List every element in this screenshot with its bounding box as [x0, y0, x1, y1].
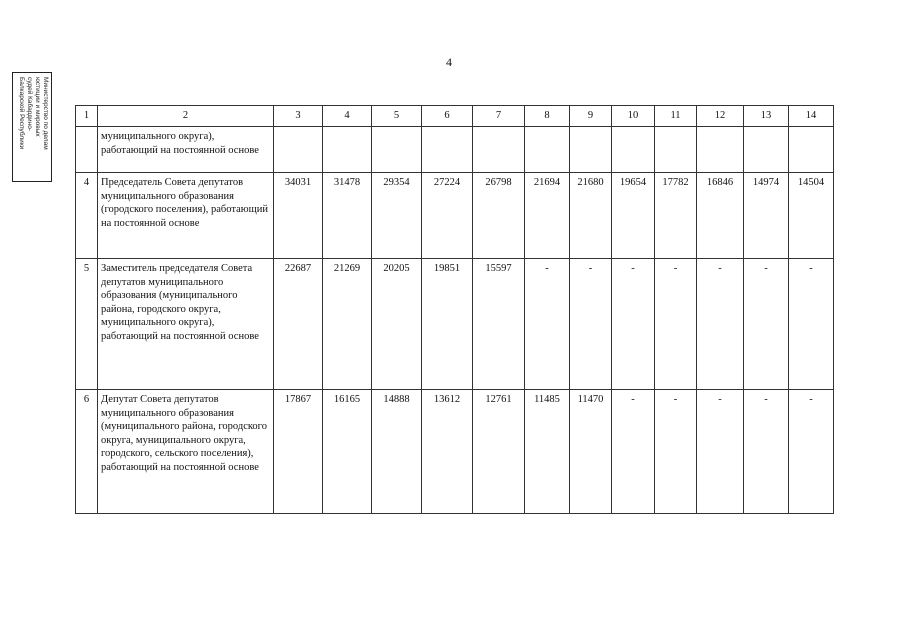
salary-value: 20205 — [372, 259, 422, 390]
column-header: 12 — [697, 106, 744, 127]
salary-value: 12761 — [473, 390, 525, 514]
row-number: 5 — [76, 259, 98, 390]
salary-value: - — [612, 259, 655, 390]
salary-value: - — [697, 259, 744, 390]
salary-value: 11470 — [570, 390, 612, 514]
column-header: 4 — [323, 106, 372, 127]
stamp-text — [17, 77, 49, 177]
stamp-line: Министерство по делам — [42, 77, 49, 150]
row-number — [76, 127, 98, 173]
salary-value: 14888 — [372, 390, 422, 514]
salary-value: 21694 — [525, 173, 570, 259]
position-description: Председатель Совета депутатов муниципального образования (городского поселения), работающий на постоянной основе — [98, 173, 274, 259]
stamp-line: Балкарской Республики — [18, 77, 25, 150]
stamp-line: юстиции и мировых — [34, 77, 41, 137]
column-header: 3 — [274, 106, 323, 127]
salary-value — [570, 127, 612, 173]
salary-value: 27224 — [422, 173, 473, 259]
salary-value: 17782 — [655, 173, 697, 259]
page-number: 4 — [446, 55, 452, 69]
column-header: 8 — [525, 106, 570, 127]
column-header: 6 — [422, 106, 473, 127]
column-header: 5 — [372, 106, 422, 127]
column-header: 14 — [789, 106, 834, 127]
salary-value: - — [570, 259, 612, 390]
table-header-row — [76, 106, 834, 127]
salary-value: 19851 — [422, 259, 473, 390]
salary-value: - — [789, 259, 834, 390]
row-number: 6 — [76, 390, 98, 514]
salary-value — [789, 127, 834, 173]
salary-value: 17867 — [274, 390, 323, 514]
position-description: муниципального округа), работающий на постоянной основе — [98, 127, 274, 173]
salary-value: 34031 — [274, 173, 323, 259]
salary-value — [422, 127, 473, 173]
salary-value — [525, 127, 570, 173]
column-header: 9 — [570, 106, 612, 127]
salary-value — [372, 127, 422, 173]
column-header: 2 — [98, 106, 274, 127]
salary-table — [75, 105, 834, 514]
salary-value: - — [744, 259, 789, 390]
salary-value — [323, 127, 372, 173]
salary-value: 26798 — [473, 173, 525, 259]
stamp-line: судей Кабардино- — [26, 77, 33, 131]
salary-value — [612, 127, 655, 173]
salary-value: - — [525, 259, 570, 390]
column-header: 10 — [612, 106, 655, 127]
table-row — [76, 390, 834, 514]
salary-value: 16846 — [697, 173, 744, 259]
salary-value — [744, 127, 789, 173]
position-description: Депутат Совета депутатов муниципального образования (муниципального района, городского округа, муниципального округа, городского, сельского поселения), работающий на постоянной основе — [98, 390, 274, 514]
salary-value: 14504 — [789, 173, 834, 259]
table-row — [76, 127, 834, 173]
salary-value: 21680 — [570, 173, 612, 259]
column-header: 13 — [744, 106, 789, 127]
salary-value: - — [744, 390, 789, 514]
row-number: 4 — [76, 173, 98, 259]
column-header: 7 — [473, 106, 525, 127]
salary-value: 16165 — [323, 390, 372, 514]
salary-value — [473, 127, 525, 173]
salary-value: 22687 — [274, 259, 323, 390]
salary-value: 11485 — [525, 390, 570, 514]
salary-value: 31478 — [323, 173, 372, 259]
salary-value — [697, 127, 744, 173]
column-header: 11 — [655, 106, 697, 127]
salary-value: 19654 — [612, 173, 655, 259]
salary-value: 21269 — [323, 259, 372, 390]
salary-value: - — [612, 390, 655, 514]
salary-value — [274, 127, 323, 173]
salary-value — [655, 127, 697, 173]
salary-value: - — [697, 390, 744, 514]
position-description: Заместитель председателя Совета депутатов муниципального образования (муниципального района, городского округа, муниципального округа), работающий на постоянной основе — [98, 259, 274, 390]
salary-value: - — [655, 259, 697, 390]
salary-value: - — [789, 390, 834, 514]
salary-value: - — [655, 390, 697, 514]
table-row — [76, 173, 834, 259]
salary-value: 15597 — [473, 259, 525, 390]
registration-stamp — [12, 72, 52, 182]
salary-value: 13612 — [422, 390, 473, 514]
column-header: 1 — [76, 106, 98, 127]
salary-value: 14974 — [744, 173, 789, 259]
table-row — [76, 259, 834, 390]
salary-value: 29354 — [372, 173, 422, 259]
